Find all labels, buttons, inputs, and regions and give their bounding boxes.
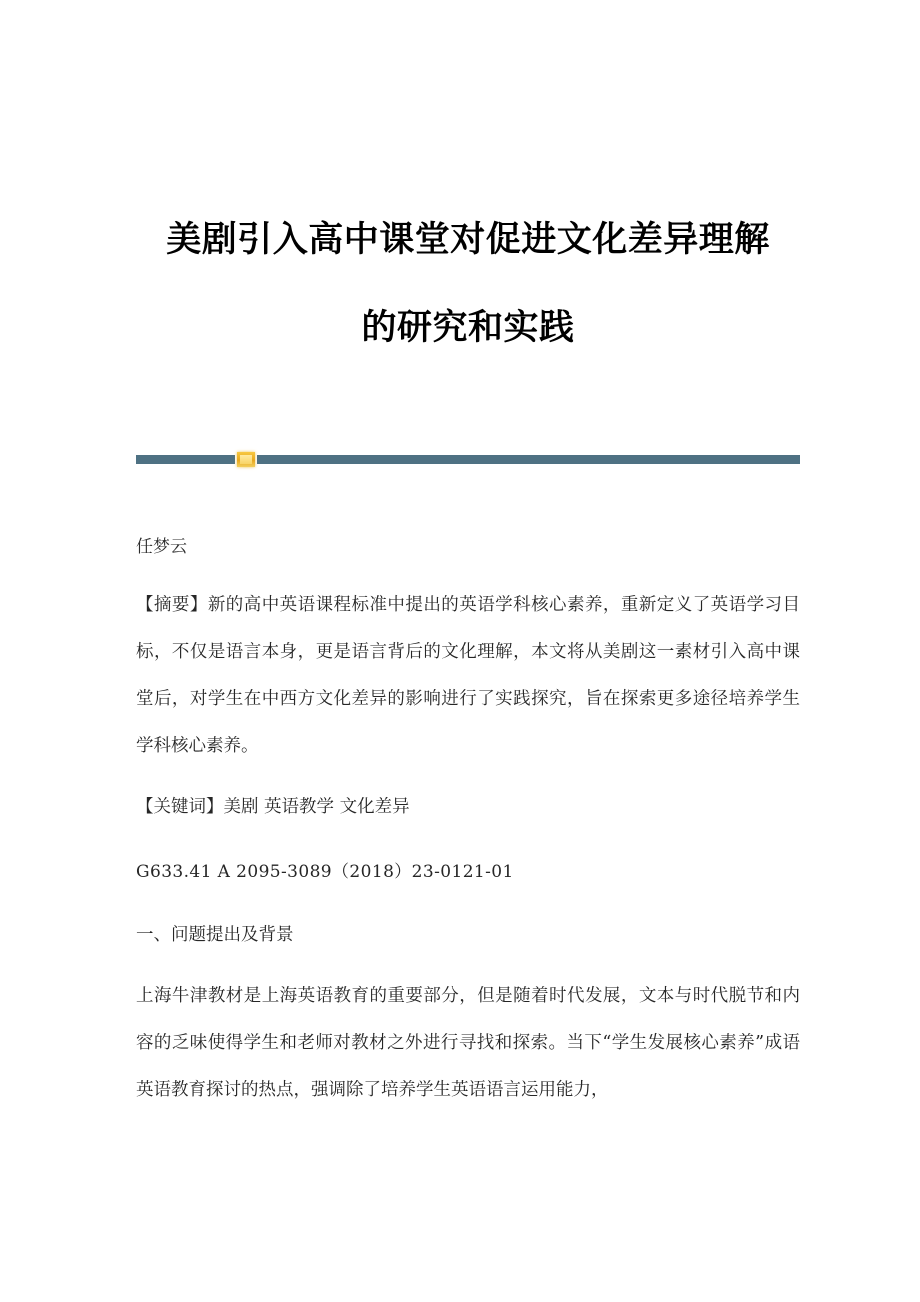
article-title-line-2: 的研究和实践 — [361, 307, 575, 348]
divider-gem-ornament-icon — [236, 450, 256, 469]
classification-code-line: G633.41 A 2095-3089（2018）23-0121-01 — [136, 862, 514, 882]
abstract-paragraph: 【摘要】新的高中英语课程标准中提出的英语学科核心素养，重新定义了英语学习目标，不仅是语言本身，更是语言背后的文化理解，本文将从美剧这一素材引入高中课堂后，对学生在中西方文化差异的影响进行了实践探究，旨在探索更多途径培养学生学科核心素养。 — [136, 595, 800, 756]
body-paragraph-1: 上海牛津教材是上海英语教育的重要部分，但是随着时代发展，文本与时代脱节和内容的乏味使得学生和老师对教材之外进行寻找和探索。当下“学生发展核心素养”成语英语教育探讨的热点，强调除了培养学生英语语言运用能力， — [136, 986, 800, 1100]
decorative-divider — [136, 448, 800, 470]
divider-bar-right-segment — [257, 455, 800, 464]
section-heading-1: 一、问题提出及背景 — [136, 925, 294, 945]
article-title-line-1: 美剧引入高中课堂对促进文化差异理解 — [166, 219, 770, 260]
gem-inner — [240, 455, 252, 464]
article-title — [136, 196, 800, 372]
divider-bar-left-segment — [136, 455, 235, 464]
author-name: 任梦云 — [136, 537, 187, 557]
document-content — [136, 0, 800, 1114]
keywords-line: 【关键词】美剧 英语教学 文化差异 — [136, 797, 410, 817]
